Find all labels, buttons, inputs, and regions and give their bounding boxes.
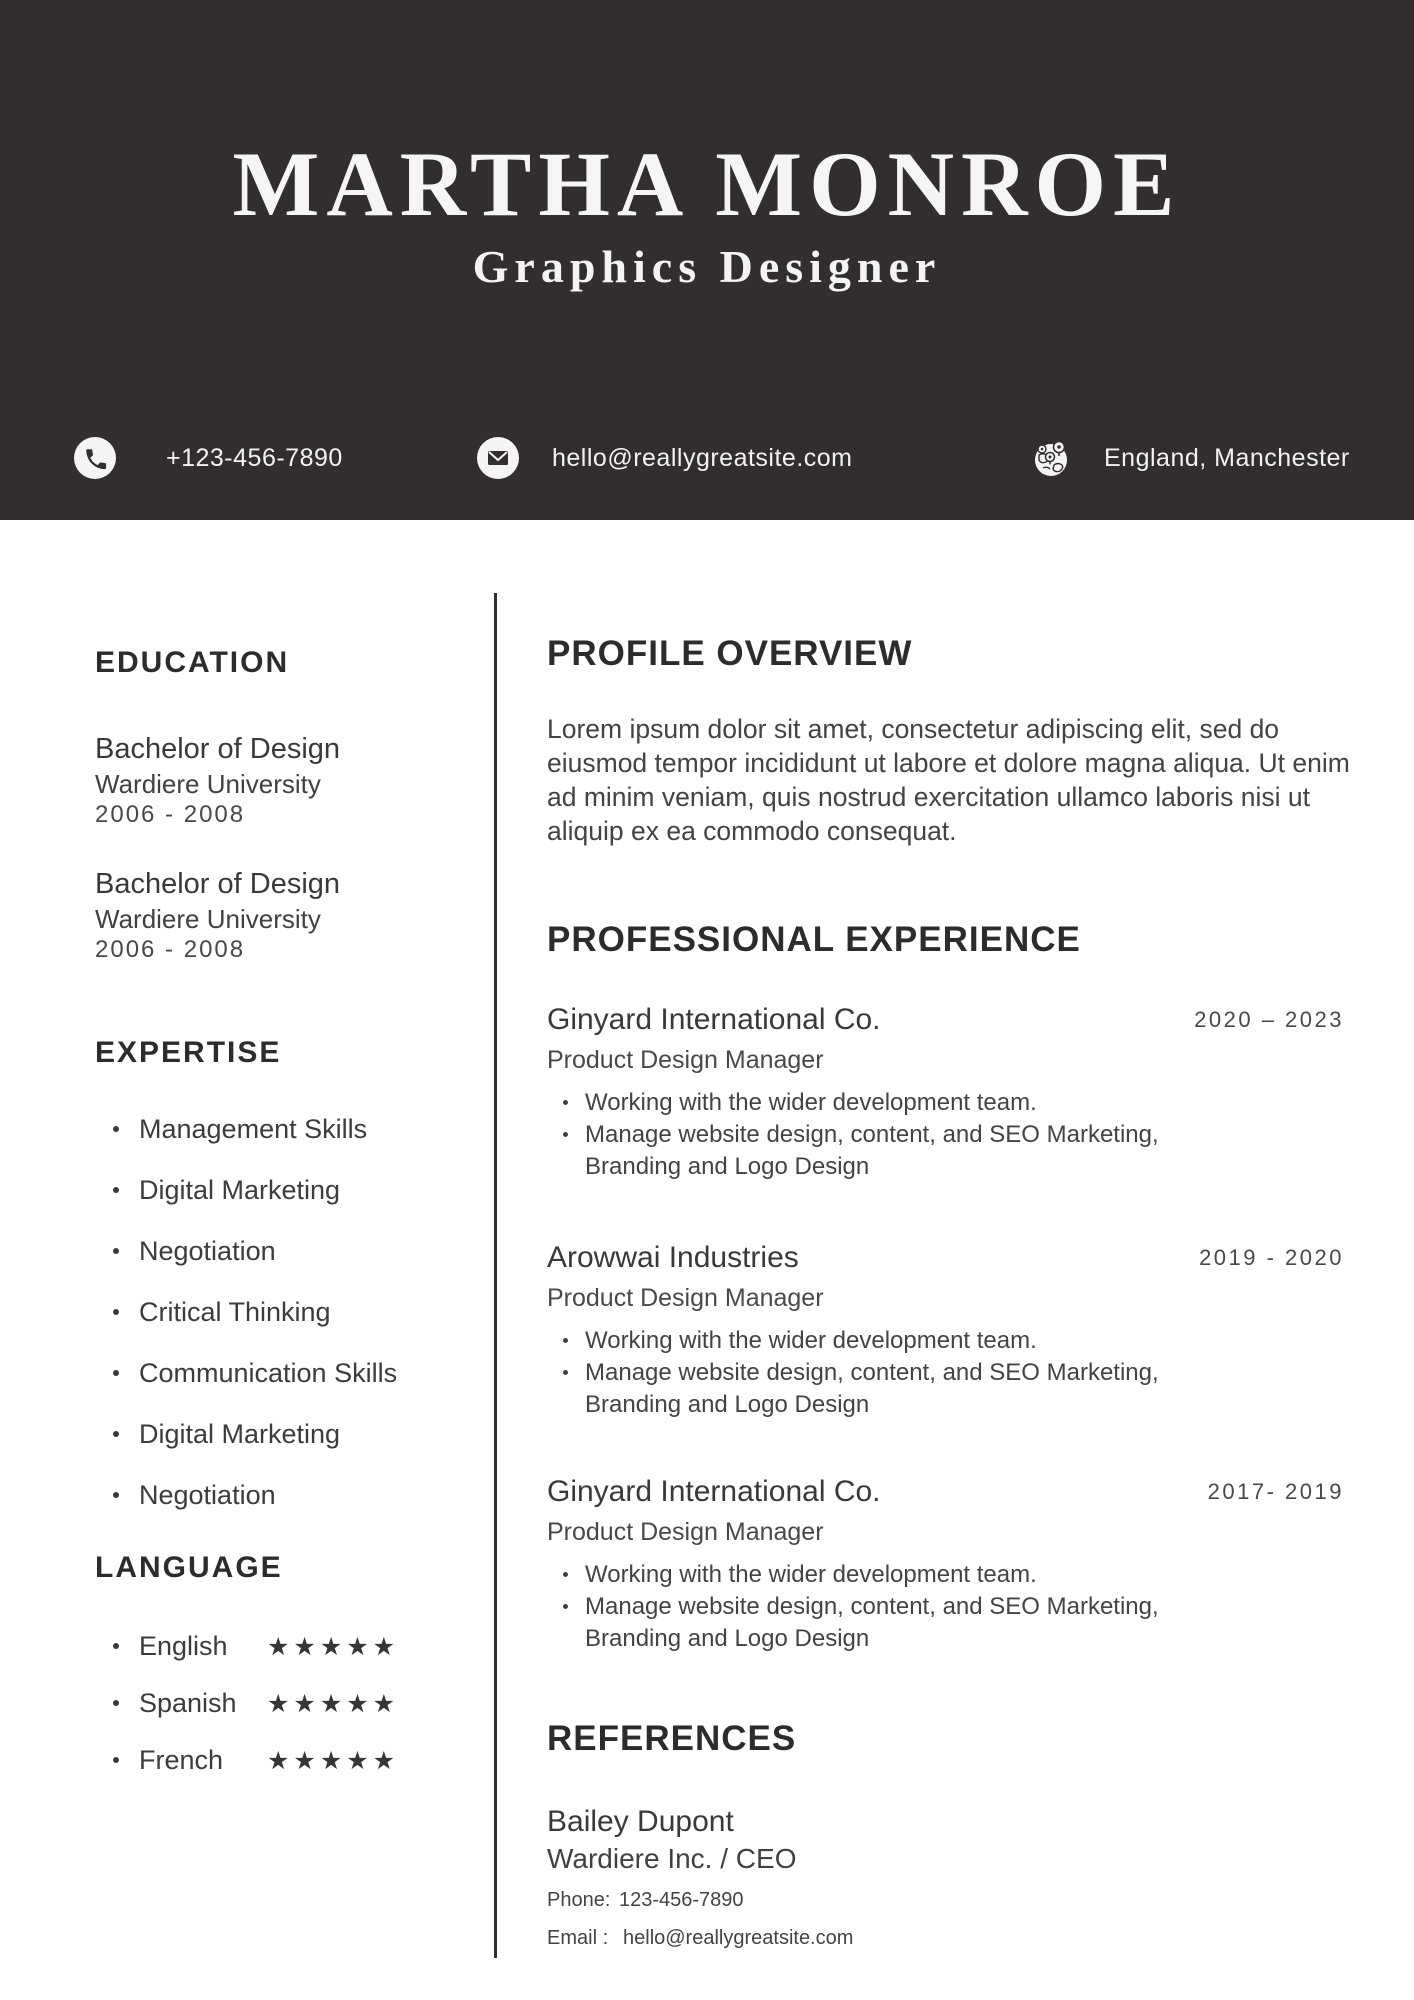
job-company: Ginyard International Co. (547, 1003, 881, 1036)
left-column (95, 645, 470, 1800)
job-bullet-list (547, 1559, 1183, 1655)
skill-item: Negotiation (113, 1234, 470, 1268)
job-entry (547, 1238, 1347, 1421)
reference-email-label: Email : (547, 1927, 609, 1949)
skill-item: Management Skills (113, 1112, 470, 1146)
job-entry (547, 1000, 1347, 1183)
job-bullet: Working with the wider development team. (563, 1087, 1183, 1119)
language-list (95, 1629, 470, 1777)
job-header (547, 1238, 1347, 1283)
skill-item: Digital Marketing (113, 1417, 470, 1451)
location-icon (1030, 437, 1072, 479)
education-years: 2006 - 2008 (95, 801, 246, 828)
email-icon (477, 437, 519, 479)
profile-text: Lorem ipsum dolor sit amet, consectetur adipiscing elit, sed do eiusmod tempor incididunt ut labore et dolore magna aliqua. Ut enim ad minim veniam, quis nostrud exercitation ullamco laboris nisi ut aliquip ex ea commodo consequat. (547, 714, 1350, 846)
education-entry (95, 730, 470, 830)
reference-phone: 123-456-7890 (619, 1889, 744, 1911)
job-dates: 2019 - 2020 (1199, 1245, 1344, 1270)
reference-email-line (547, 1923, 1347, 1953)
job-company: Ginyard International Co. (547, 1475, 881, 1508)
education-entry (95, 865, 470, 965)
job-bullet: Working with the wider development team. (563, 1325, 1183, 1357)
job-header (547, 1472, 1347, 1517)
skill-item: Communication Skills (113, 1356, 470, 1390)
reference-role: Wardiere Inc. / CEO (547, 1843, 797, 1874)
contact-email (477, 436, 853, 480)
contact-location (1030, 436, 1350, 480)
expertise-heading: EXPERTISE (95, 1036, 282, 1069)
reference-name: Bailey Dupont (547, 1805, 734, 1838)
education-degree: Bachelor of Design (95, 868, 341, 900)
person-job-title: Graphics Designer (472, 241, 942, 292)
job-dates: 2020 – 2023 (1194, 1007, 1344, 1032)
phone-icon (74, 437, 116, 479)
expertise-list (95, 1112, 470, 1512)
language-item (95, 1629, 470, 1663)
skill-item: Critical Thinking (113, 1295, 470, 1329)
language-name: Spanish (139, 1687, 237, 1718)
phone-number: +123-456-7890 (166, 443, 343, 472)
email-address: hello@reallygreatsite.com (552, 443, 853, 472)
education-degree: Bachelor of Design (95, 733, 341, 765)
education-years: 2006 - 2008 (95, 936, 246, 963)
language-name: French (139, 1744, 224, 1775)
education-heading: EDUCATION (95, 646, 290, 679)
right-column (547, 632, 1350, 1953)
job-header (547, 1000, 1347, 1045)
language-item (95, 1743, 470, 1777)
job-bullet-list (547, 1325, 1183, 1421)
header (0, 0, 1414, 520)
job-bullet: Manage website design, content, and SEO Marketing, Branding and Logo Design (563, 1119, 1183, 1183)
education-school: Wardiere University (95, 904, 321, 934)
job-role: Product Design Manager (547, 1284, 824, 1312)
job-bullet: Manage website design, content, and SEO Marketing, Branding and Logo Design (563, 1357, 1183, 1421)
job-bullet: Working with the wider development team. (563, 1559, 1183, 1591)
rating-stars: ★★★★★ (267, 1631, 400, 1661)
job-bullet: Manage website design, content, and SEO Marketing, Branding and Logo Design (563, 1591, 1183, 1655)
location-text: England, Manchester (1104, 443, 1350, 472)
contact-phone (74, 436, 343, 480)
job-entry (547, 1472, 1347, 1655)
skill-item: Negotiation (113, 1478, 470, 1512)
language-item (95, 1686, 470, 1720)
profile-heading: PROFILE OVERVIEW (547, 634, 913, 673)
experience-heading: PROFESSIONAL EXPERIENCE (547, 920, 1081, 959)
reference-phone-line (547, 1885, 1347, 1915)
job-role: Product Design Manager (547, 1046, 824, 1074)
language-name: English (139, 1630, 228, 1661)
rating-stars: ★★★★★ (267, 1688, 400, 1718)
job-company: Arowwai Industries (547, 1241, 799, 1274)
education-school: Wardiere University (95, 769, 321, 799)
skill-item: Digital Marketing (113, 1173, 470, 1207)
job-role: Product Design Manager (547, 1518, 824, 1546)
job-bullet-list (547, 1087, 1183, 1183)
reference-email: hello@reallygreatsite.com (623, 1927, 854, 1949)
person-name: MARTHA MONROE (232, 133, 1182, 235)
rating-stars: ★★★★★ (267, 1745, 400, 1775)
job-dates: 2017- 2019 (1207, 1479, 1344, 1504)
column-divider (494, 593, 497, 1958)
reference-phone-label: Phone: (547, 1889, 611, 1911)
language-heading: LANGUAGE (95, 1551, 283, 1584)
references-heading: REFERENCES (547, 1719, 797, 1758)
